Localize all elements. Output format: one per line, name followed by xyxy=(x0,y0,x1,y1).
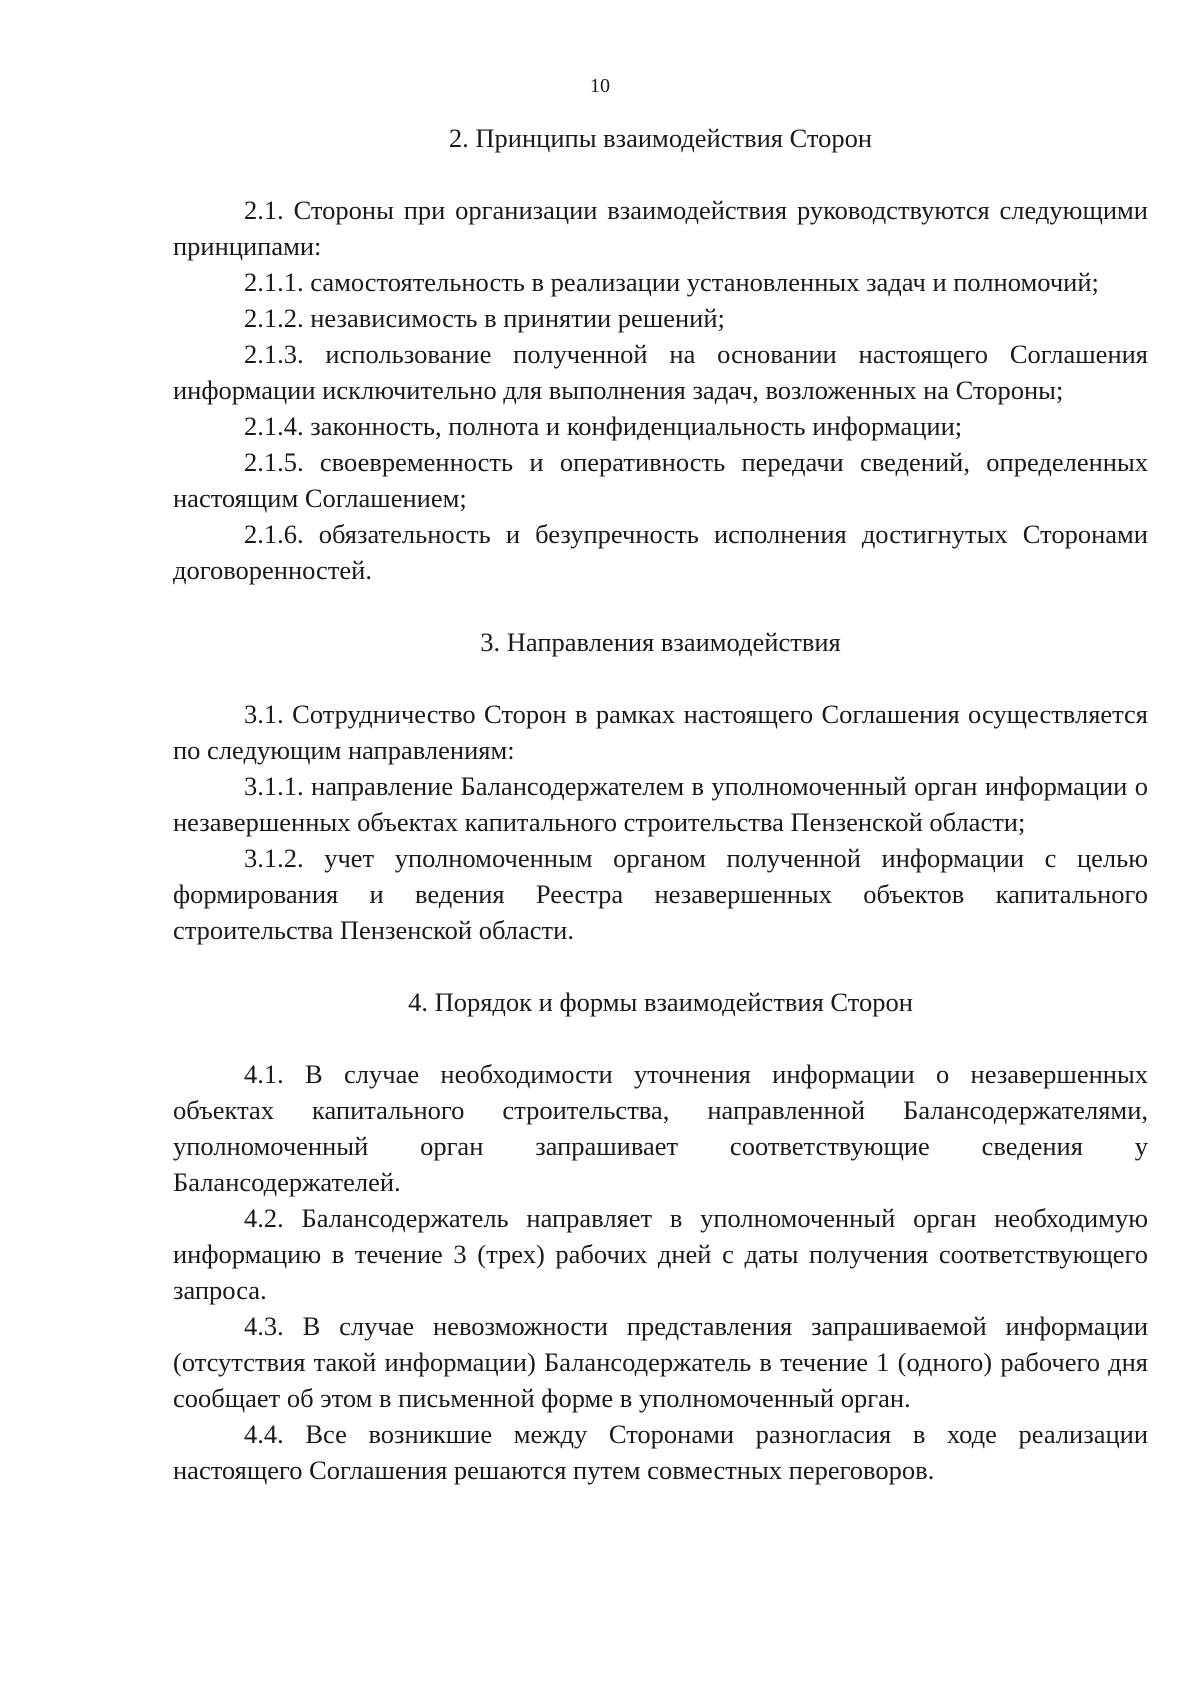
paragraph-2-1-2: 2.1.2. независимость в принятии решений; xyxy=(244,303,725,333)
paragraph-2-1-1: 2.1.1. самостоятельность в реализации установленных задач и полномочий; xyxy=(244,267,1099,297)
page-number: 10 xyxy=(590,75,610,97)
document-body xyxy=(173,120,1148,1488)
paragraph-2-1-3: 2.1.3. использование полученной на основании настоящего Соглашения информации исключительно для выполнения задач, возложенных на Стороны; xyxy=(173,339,1148,405)
paragraph-3-1-2: 3.1.2. учет уполномоченным органом полученной информации с целью формирования и ведения Реестра незавершенных объектов капитального строительства Пензенской области. xyxy=(173,843,1148,945)
paragraph-4-2: 4.2. Балансодержатель направляет в уполномоченный орган необходимую информацию в течение 3 (трех) рабочих дней с даты получения соответствующего запроса. xyxy=(173,1203,1148,1305)
paragraph-4-3: 4.3. В случае невозможности представления запрашиваемой информации (отсутствия такой информации) Балансодержатель в течение 1 (одного) рабочего дня сообщает об этом в письменной форме в уполномоченный орган. xyxy=(173,1311,1148,1413)
paragraph-2-1-5: 2.1.5. своевременность и оперативность передачи сведений, определенных настоящим Соглашением; xyxy=(173,447,1148,513)
section-directions xyxy=(173,624,1148,948)
paragraph-2-1-6: 2.1.6. обязательность и безупречность исполнения достигнутых Сторонами договоренностей. xyxy=(173,519,1148,585)
paragraph-3-1: 3.1. Сотрудничество Сторон в рамках настоящего Соглашения осуществляется по следующим направлениям: xyxy=(173,699,1148,765)
section-heading: 2. Принципы взаимодействия Сторон xyxy=(448,123,873,153)
paragraph-2-1: 2.1. Стороны при организации взаимодействия руководствуются следующими принципами: xyxy=(173,195,1148,261)
paragraph-4-4: 4.4. Все возникшие между Сторонами разногласия в ходе реализации настоящего Соглашения решаются путем совместных переговоров. xyxy=(173,1419,1148,1485)
section-principles xyxy=(173,120,1148,588)
paragraph-2-1-4: 2.1.4. законность, полнота и конфиденциальность информации; xyxy=(244,411,963,441)
paragraph-4-1: 4.1. В случае необходимости уточнения информации о незавершенных объектах капитального строительства, направленной Балансодержателями, уполномоченный орган запрашивает соответствующие сведения у Балансодержателей. xyxy=(173,1059,1148,1197)
section-heading: 3. Направления взаимодействия xyxy=(480,627,841,657)
paragraph-3-1-1: 3.1.1. направление Балансодержателем в уполномоченный орган информации о незавершенных объектах капитального строительства Пензенской области; xyxy=(173,771,1148,837)
section-heading: 4. Порядок и формы взаимодействия Сторон xyxy=(408,987,913,1017)
section-procedure xyxy=(173,984,1148,1488)
